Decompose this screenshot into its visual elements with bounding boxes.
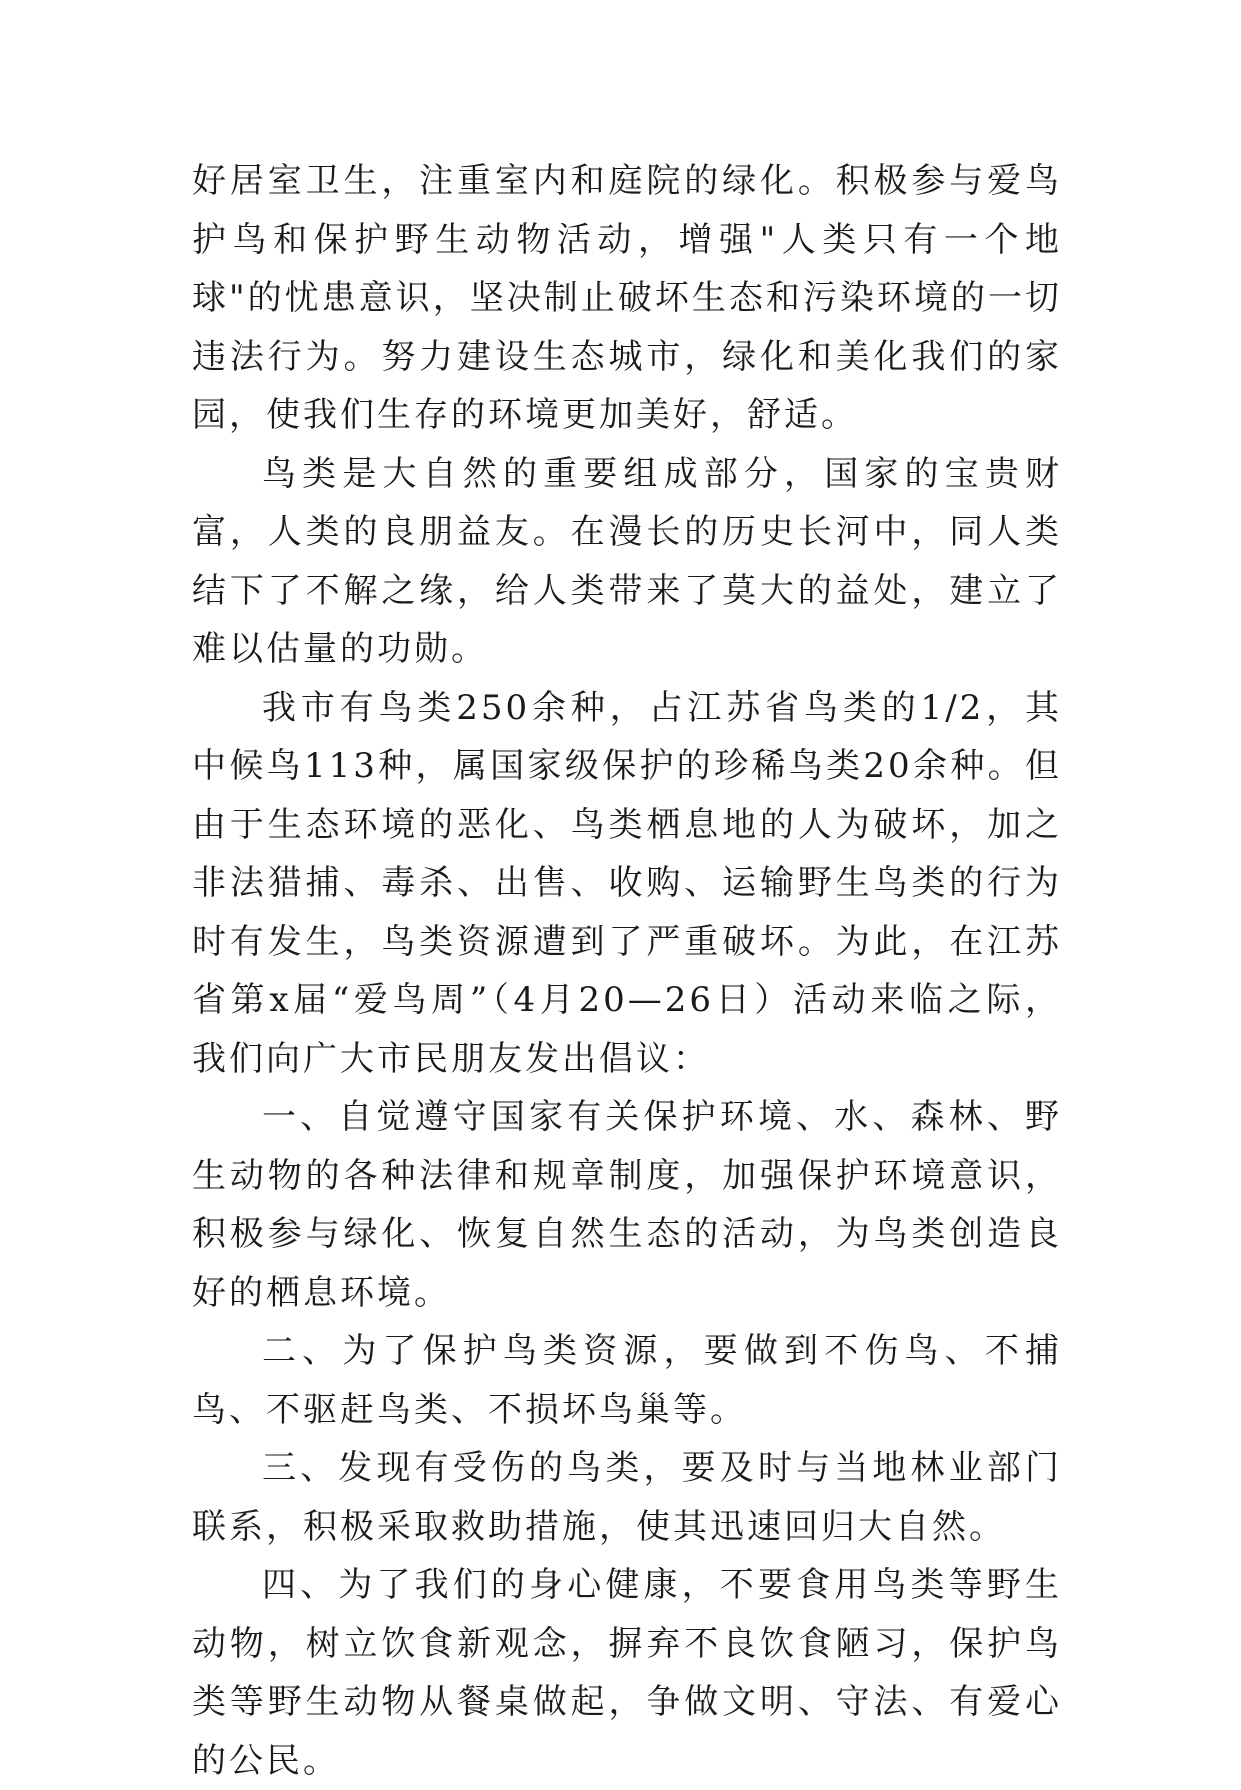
paragraph-city-birds: 我市有鸟类250余种，占江苏省鸟类的1/2，其中候鸟113种，属国家级保护的珍稀鸟类20余种。但由于生态环境的恶化、鸟类栖息地的人为破坏，加之非法猎捕、毒杀、出售、收购、运输野生鸟类的行为时有发生，鸟类资源遭到了严重破坏。为此，在江苏省第x届“爱鸟周”（4月20—26日）活动来临之际，我们向广大市民朋友发出倡议： [192, 687, 1062, 1079]
document-body [192, 152, 1062, 1790]
paragraph-proposal-4: 四、为了我们的身心健康，不要食用鸟类等野生动物，树立饮食新观念，摒弃不良饮食陋习，保护鸟类等野生动物从餐桌做起，争做文明、守法、有爱心的公民。 [192, 1565, 1062, 1781]
paragraph-proposal-1: 一、自觉遵守国家有关保护环境、水、森林、野生动物的各种法律和规章制度，加强保护环境意识，积极参与绿化、恢复自然生态的活动，为鸟类创造良好的栖息环境。 [192, 1097, 1062, 1313]
paragraph-continuation: 好居室卫生，注重室内和庭院的绿化。积极参与爱鸟护鸟和保护野生动物活动，增强"人类只有一个地球"的忧患意识，坚决制止破坏生态和污染环境的一切违法行为。努力建设生态城市，绿化和美化我们的家园，使我们生存的环境更加美好，舒适。 [192, 161, 1062, 435]
paragraph-proposal-2: 二、为了保护鸟类资源，要做到不伤鸟、不捕鸟、不驱赶鸟类、不损坏鸟巢等。 [192, 1331, 1062, 1430]
paragraph-birds-intro: 鸟类是大自然的重要组成部分，国家的宝贵财富，人类的良朋益友。在漫长的历史长河中，同人类结下了不解之缘，给人类带来了莫大的益处，建立了难以估量的功勋。 [192, 453, 1062, 669]
paragraph-proposal-3: 三、发现有受伤的鸟类，要及时与当地林业部门联系，积极采取救助措施，使其迅速回归大自然。 [192, 1448, 1062, 1547]
